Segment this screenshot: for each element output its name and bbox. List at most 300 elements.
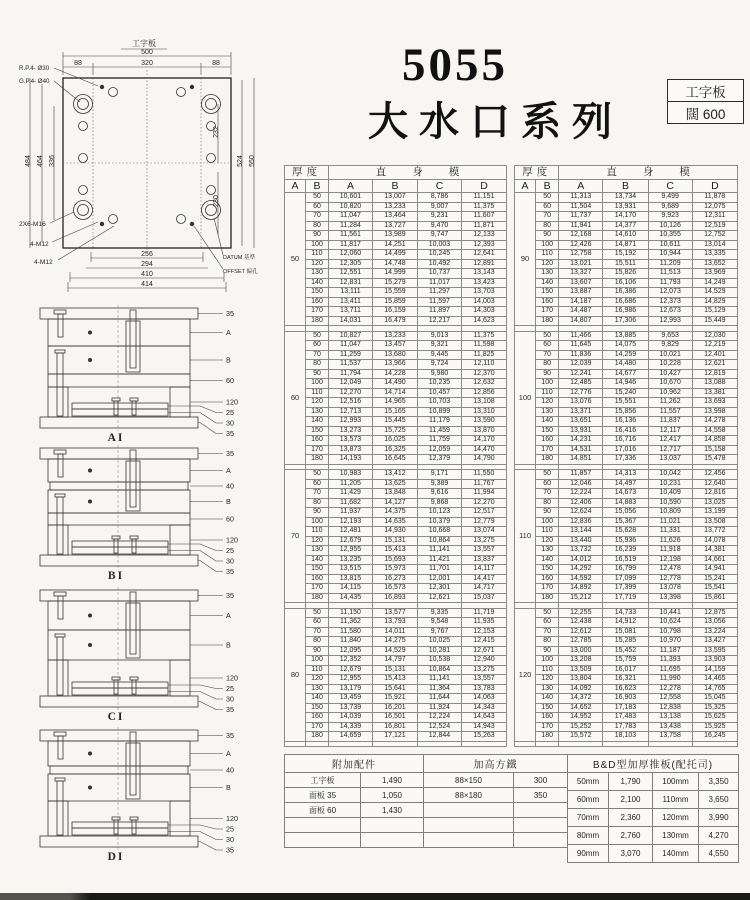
- bottom-table: [284, 754, 424, 848]
- cell: 12,270: [462, 498, 507, 508]
- cell: 15,413: [373, 546, 418, 556]
- section-dim-label: 40: [226, 481, 234, 491]
- col-header-straight-mold: 直身模: [329, 166, 507, 180]
- cell: 13,143: [462, 269, 507, 279]
- cell: 90: [536, 646, 559, 656]
- cell: 15,241: [692, 574, 737, 584]
- cell: 13,076: [559, 398, 603, 408]
- cell: 15,263: [462, 732, 507, 742]
- cell: 12,049: [329, 379, 373, 389]
- cell: 13,310: [462, 407, 507, 417]
- cell: 90: [306, 508, 329, 518]
- bottom-table: [567, 754, 739, 863]
- cell: 15,056: [603, 508, 648, 518]
- cell: 60mm: [568, 791, 609, 809]
- cell: 150: [306, 565, 329, 575]
- table-row: [515, 665, 738, 675]
- cell: 13,078: [648, 584, 692, 594]
- cell: 60: [306, 202, 329, 212]
- table-row: [515, 288, 738, 298]
- cell: 14,078: [692, 536, 737, 546]
- cell: 12,612: [559, 627, 603, 637]
- cell: 11,297: [418, 288, 462, 298]
- cell: 16,893: [373, 593, 418, 603]
- table-row: [285, 675, 507, 685]
- cell: 13,327: [559, 269, 603, 279]
- cell: 13,848: [373, 489, 418, 499]
- table-row: [515, 202, 738, 212]
- cell: 14,673: [603, 489, 648, 499]
- cell: 12,993: [648, 316, 692, 326]
- table-row: [515, 221, 738, 231]
- svg-text:2X6-M16: 2X6-M16: [19, 221, 46, 228]
- section-dim-label: 35: [226, 449, 234, 458]
- cell: 12,073: [648, 288, 692, 298]
- cell: 12,030: [692, 331, 737, 341]
- cell: 14,278: [692, 417, 737, 427]
- cell: 13,138: [648, 713, 692, 723]
- cell: 14,871: [603, 240, 648, 250]
- block-thickness-a: 80: [285, 608, 306, 741]
- table-row: [515, 593, 738, 603]
- block-thickness-a: 120: [515, 608, 536, 741]
- cell: 11,701: [418, 565, 462, 575]
- table-row: [285, 732, 507, 742]
- cell: [285, 833, 361, 848]
- cell: 160: [306, 713, 329, 723]
- cell: 11,017: [418, 278, 462, 288]
- cell: 11,645: [559, 341, 603, 351]
- cell: 11,644: [418, 694, 462, 704]
- table-row: [285, 703, 507, 713]
- cell: 12,758: [559, 250, 603, 260]
- cell: 11,719: [462, 608, 507, 618]
- section-dim-label: 35: [226, 591, 234, 600]
- cell: 10,703: [418, 398, 462, 408]
- cell: 13,275: [462, 536, 507, 546]
- cell: 14,075: [603, 341, 648, 351]
- cell: 12,075: [692, 202, 737, 212]
- cell: 13,440: [559, 536, 603, 546]
- cell: 3,350: [699, 773, 739, 791]
- offset-label: OFFSET 偏孔: [223, 269, 258, 275]
- cell: 120: [306, 536, 329, 546]
- table-row: [285, 369, 507, 379]
- plate-plan-drawing: [18, 20, 280, 312]
- table-row: [515, 212, 738, 222]
- bottom-table-title: 加高方鐵: [424, 755, 568, 773]
- table-row: [515, 498, 738, 508]
- cell: 14,643: [462, 713, 507, 723]
- table-row: [285, 574, 507, 584]
- cell: 13,438: [648, 722, 692, 732]
- cell: 12,940: [462, 656, 507, 666]
- cell: 14,187: [559, 297, 603, 307]
- cell: 14,063: [462, 694, 507, 704]
- table-row: [285, 637, 507, 647]
- cell: 11,331: [648, 527, 692, 537]
- cell: 13,885: [603, 331, 648, 341]
- cell: 15,859: [373, 297, 418, 307]
- cell: 170: [306, 584, 329, 594]
- cell: 13,652: [692, 259, 737, 269]
- cell: 110: [306, 665, 329, 675]
- cell: 11,504: [559, 202, 603, 212]
- cell: 12,776: [559, 388, 603, 398]
- table-row: [515, 536, 738, 546]
- cell: 180: [536, 316, 559, 326]
- cell: 10,228: [648, 360, 692, 370]
- cell: 18,103: [603, 732, 648, 742]
- table-row: [285, 608, 507, 618]
- cell: 140: [536, 278, 559, 288]
- cell: 9,653: [648, 331, 692, 341]
- cell: 90: [536, 508, 559, 518]
- cell: 14,170: [603, 212, 648, 222]
- section-dim-label: 35: [226, 567, 234, 576]
- cell: 10,409: [648, 489, 692, 499]
- table-row: [515, 584, 738, 594]
- section-dim-label: 60: [226, 376, 234, 385]
- table-row: [285, 546, 507, 556]
- cell: 15,625: [692, 713, 737, 723]
- cell: 12,752: [692, 231, 737, 241]
- table-row: [285, 517, 507, 527]
- cell: 11,918: [648, 546, 692, 556]
- cell: 13,000: [559, 646, 603, 656]
- cell: 110: [306, 527, 329, 537]
- cell: 80: [306, 637, 329, 647]
- table-row: [285, 221, 507, 231]
- cell: 14,677: [603, 369, 648, 379]
- cell: 110: [306, 250, 329, 260]
- table-row: [285, 479, 507, 489]
- cell: 14,635: [373, 517, 418, 527]
- cell: 14,941: [692, 565, 737, 575]
- section-dim-label: B: [226, 640, 231, 650]
- section-dim-label: 25: [226, 408, 234, 417]
- cell: 12,219: [692, 341, 737, 351]
- cell: 12,632: [462, 379, 507, 389]
- cell: 150: [536, 703, 559, 713]
- cell: 11,262: [648, 398, 692, 408]
- cell: 13,088: [692, 379, 737, 389]
- cell: 14,930: [373, 527, 418, 537]
- cell: 80: [536, 498, 559, 508]
- cell: 14,946: [603, 379, 648, 389]
- cell: 11,897: [418, 307, 462, 317]
- cell: 170: [306, 307, 329, 317]
- cell: 13,772: [692, 527, 737, 537]
- table-row: [285, 773, 424, 788]
- cell: 300: [514, 773, 568, 788]
- cell: 10,126: [648, 221, 692, 231]
- cell: 14,661: [692, 555, 737, 565]
- cell: 13,651: [559, 417, 603, 427]
- cell: 10,668: [418, 527, 462, 537]
- cell: 11,375: [462, 331, 507, 341]
- cell: 15,973: [373, 565, 418, 575]
- cell: 17,399: [603, 584, 648, 594]
- svg-text:464: 464: [37, 155, 44, 167]
- cell: 12,224: [559, 489, 603, 499]
- cell: 16,017: [603, 665, 648, 675]
- sub-col-header: D: [692, 179, 737, 193]
- cell: 16,245: [692, 732, 737, 742]
- cell: 10,441: [648, 608, 692, 618]
- cell: 15,285: [603, 637, 648, 647]
- cell: 12,671: [462, 646, 507, 656]
- table-row: [515, 369, 738, 379]
- cell: 100: [536, 240, 559, 250]
- col-header-thickness: 厚度: [285, 166, 329, 180]
- cell: 130: [306, 684, 329, 694]
- sub-col-header: B: [373, 179, 418, 193]
- cell: 14,714: [373, 388, 418, 398]
- table-row: [515, 445, 738, 455]
- section-dim-label: 35: [226, 705, 234, 714]
- sub-col-header: A: [329, 179, 373, 193]
- cell: 13,607: [559, 278, 603, 288]
- cell: 90: [306, 369, 329, 379]
- cell: 10,820: [329, 202, 373, 212]
- cell: 12,039: [559, 360, 603, 370]
- table-row: [285, 445, 507, 455]
- cell: 12,891: [462, 259, 507, 269]
- cell: 14,435: [329, 593, 373, 603]
- cell: 14,529: [692, 288, 737, 298]
- section-dim-label: 25: [226, 684, 234, 693]
- cell: 14,497: [603, 479, 648, 489]
- table-row: [515, 269, 738, 279]
- cell: 9,389: [418, 479, 462, 489]
- table-row: [285, 684, 507, 694]
- cell: 14,303: [462, 307, 507, 317]
- cell: 14,343: [462, 703, 507, 713]
- cell: [361, 818, 424, 833]
- cell: 3,990: [699, 809, 739, 827]
- table-row: [285, 436, 507, 446]
- cell: 180: [536, 593, 559, 603]
- cell: 150: [306, 288, 329, 298]
- cell: 12,255: [559, 608, 603, 618]
- cell: 80: [536, 221, 559, 231]
- table-row: [515, 565, 738, 575]
- cell: 170: [306, 722, 329, 732]
- section-dim-label: 30: [226, 418, 234, 428]
- cell: 14,765: [692, 684, 737, 694]
- cell: 10,379: [418, 517, 462, 527]
- table-row: [515, 360, 738, 370]
- cell: 150: [536, 426, 559, 436]
- cell: 10,624: [648, 618, 692, 628]
- accessories-table: [284, 754, 423, 848]
- table-row: [515, 618, 738, 628]
- cell: [514, 833, 568, 848]
- spec-box-width: 闊 600: [668, 102, 744, 124]
- table-row: [285, 350, 507, 360]
- cell: 12,370: [462, 369, 507, 379]
- cell: 12,993: [329, 417, 373, 427]
- cell: 13,199: [692, 508, 737, 518]
- table-row: [568, 827, 739, 845]
- cell: 11,513: [648, 269, 692, 279]
- cell: 9,335: [418, 608, 462, 618]
- cell: 14,623: [462, 316, 507, 326]
- table-row: [515, 417, 738, 427]
- cell: 11,836: [559, 350, 603, 360]
- cell: [424, 803, 514, 818]
- table-row: [515, 426, 738, 436]
- sub-col-header: B: [306, 179, 329, 193]
- cell: 13,758: [648, 732, 692, 742]
- cell: 11,151: [462, 193, 507, 203]
- cell: 11,141: [418, 546, 462, 556]
- table-row: [515, 479, 738, 489]
- cell: 14,490: [373, 379, 418, 389]
- cell: 13,573: [329, 436, 373, 446]
- table-row: [285, 722, 507, 732]
- cell: 12,779: [462, 517, 507, 527]
- cell: 110mm: [653, 791, 699, 809]
- section-dim-label: A: [226, 611, 231, 620]
- cell: 14,313: [603, 470, 648, 480]
- cell: 13,998: [692, 407, 737, 417]
- cell: 13,427: [692, 637, 737, 647]
- cell: 12,198: [648, 555, 692, 565]
- svg-text:320: 320: [141, 60, 153, 67]
- table-row: [515, 350, 738, 360]
- cell: 13,037: [648, 455, 692, 465]
- section-dim-label: 35: [226, 309, 234, 318]
- cell: 12,133: [462, 231, 507, 241]
- cell: 10,983: [329, 470, 373, 480]
- cell: 150: [306, 703, 329, 713]
- cell: 11,598: [462, 341, 507, 351]
- table-row: [285, 455, 507, 465]
- table-row: [568, 773, 739, 791]
- cell: 13,179: [329, 684, 373, 694]
- svg-text:232: 232: [213, 126, 220, 138]
- cell: 11,364: [418, 684, 462, 694]
- cell: 12,816: [692, 489, 737, 499]
- cell: 14,610: [603, 231, 648, 241]
- cell: 180: [306, 593, 329, 603]
- cell: 1,050: [361, 788, 424, 803]
- svg-text:410: 410: [141, 271, 153, 278]
- cell: 14,652: [559, 703, 603, 713]
- cell: 88×150: [424, 773, 514, 788]
- cell: 12,679: [329, 665, 373, 675]
- cell: 11,313: [559, 193, 603, 203]
- cell: 14,952: [559, 713, 603, 723]
- cell: 11,878: [692, 193, 737, 203]
- cell: 13,074: [462, 527, 507, 537]
- cell: 10,492: [418, 259, 462, 269]
- cell: 13,423: [462, 278, 507, 288]
- cell: 1,790: [609, 773, 653, 791]
- cell: 16,801: [373, 722, 418, 732]
- cell: 12,379: [418, 455, 462, 465]
- cell: 12,046: [559, 479, 603, 489]
- cell: 13,931: [603, 202, 648, 212]
- table-row: [515, 608, 738, 618]
- table-row: [515, 231, 738, 241]
- bottom-table-title: 附加配件: [285, 755, 424, 773]
- cell: 14,592: [559, 574, 603, 584]
- cell: 11,466: [559, 331, 603, 341]
- cell: 100: [536, 379, 559, 389]
- table-row: [285, 788, 424, 803]
- cell: 13,557: [462, 546, 507, 556]
- cell: 15,452: [603, 646, 648, 656]
- cell: 70: [536, 212, 559, 222]
- cell: 13,837: [462, 555, 507, 565]
- table-row: [515, 407, 738, 417]
- cell: 15,551: [603, 398, 648, 408]
- cell: 12,640: [692, 479, 737, 489]
- cell: 13,233: [373, 331, 418, 341]
- bottom-table: [423, 754, 568, 848]
- cell: 9,616: [418, 489, 462, 499]
- table-row: [285, 379, 507, 389]
- table-row: [424, 788, 568, 803]
- cell: 13,815: [329, 574, 373, 584]
- section-caption: AI: [107, 432, 125, 444]
- cell: 12,168: [559, 231, 603, 241]
- cell: 110: [306, 388, 329, 398]
- cell: 60: [306, 618, 329, 628]
- cell: 13,398: [648, 593, 692, 603]
- cell: 12,415: [462, 637, 507, 647]
- cell: 110: [536, 388, 559, 398]
- section-dim-label: A: [226, 749, 231, 758]
- bottom-table-title: B&D型加厚推板(配托司): [568, 755, 739, 773]
- cell: 13,233: [373, 202, 418, 212]
- cell: 9,445: [418, 350, 462, 360]
- spec-box: [667, 79, 744, 124]
- cell: 11,150: [329, 608, 373, 618]
- cell: 120: [536, 259, 559, 269]
- table-row: [285, 341, 507, 351]
- cell: 11,561: [329, 231, 373, 241]
- cell: 90: [306, 231, 329, 241]
- cell: 14,943: [462, 722, 507, 732]
- cell: 10,123: [418, 508, 462, 518]
- cell: 1,490: [361, 773, 424, 788]
- cell: 11,871: [462, 221, 507, 231]
- cell: 10,827: [329, 331, 373, 341]
- cell: 14,031: [329, 316, 373, 326]
- table-row: [285, 212, 507, 222]
- cell: 17,783: [603, 722, 648, 732]
- table-row: [285, 527, 507, 537]
- cell: 13,508: [692, 517, 737, 527]
- cell: 70: [306, 627, 329, 637]
- cell: 11,187: [648, 646, 692, 656]
- section-dim-label: 35: [226, 429, 234, 438]
- table-row: [285, 193, 507, 203]
- cell: 15,158: [692, 445, 737, 455]
- cell: 10,025: [418, 637, 462, 647]
- cell: 14,858: [692, 436, 737, 446]
- return-pin-label: R.P.4- Ø30: [19, 65, 50, 72]
- table-row: [515, 517, 738, 527]
- cell: 14,417: [462, 574, 507, 584]
- cell: 16,986: [603, 307, 648, 317]
- cell: 160: [536, 713, 559, 723]
- cell: 12,438: [559, 618, 603, 628]
